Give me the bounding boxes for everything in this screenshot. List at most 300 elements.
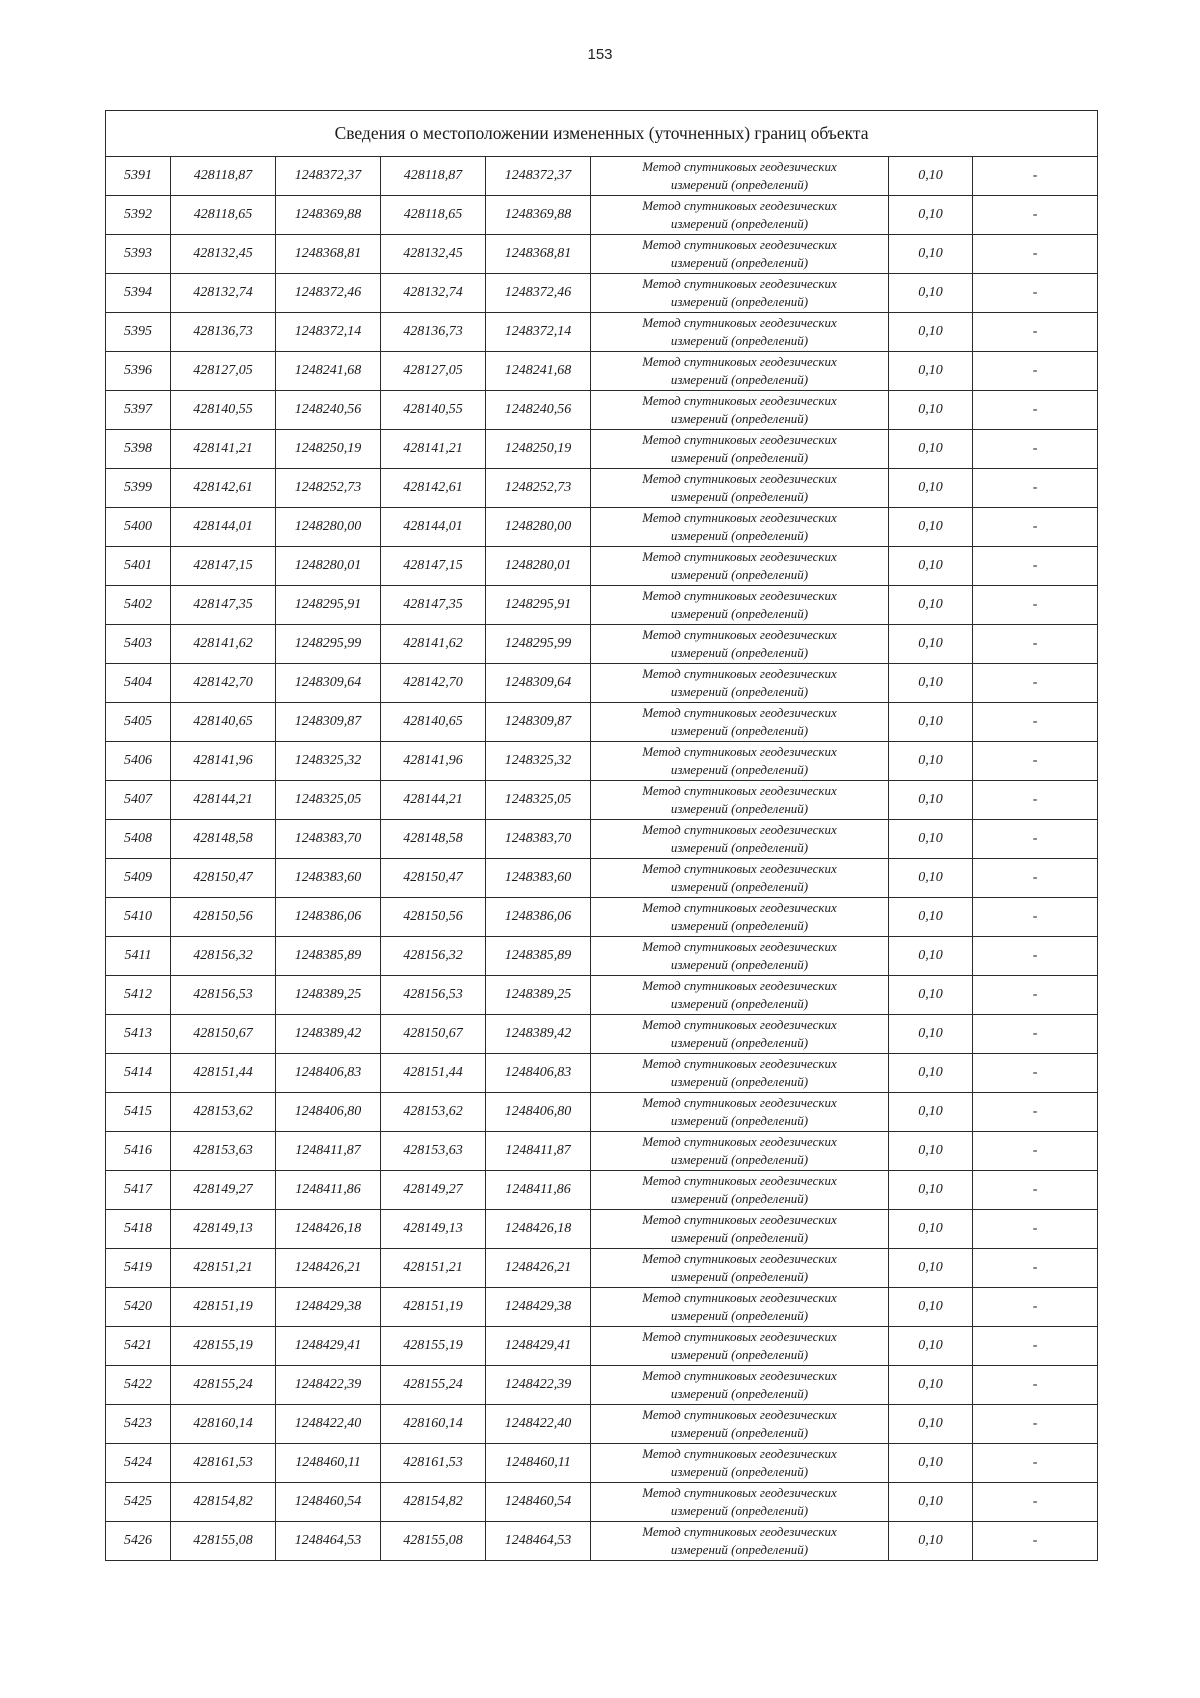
y-new-cell: 1248325,32 <box>486 742 591 781</box>
y-existing-cell: 1248325,05 <box>276 781 381 820</box>
point-number-cell: 5410 <box>106 898 171 937</box>
page-number: 153 <box>587 46 613 63</box>
method-cell <box>591 976 889 1015</box>
method-text: Метод спутниковых геодезических <box>642 588 837 603</box>
method-text: измерений (определений) <box>670 1308 809 1323</box>
method-text: Метод спутниковых геодезических <box>642 471 837 486</box>
y-new-cell: 1248460,54 <box>486 1483 591 1522</box>
accuracy-cell: 0,10 <box>889 469 973 508</box>
x-new-cell: 428141,62 <box>381 625 486 664</box>
point-number-cell: 5412 <box>106 976 171 1015</box>
method-text: Метод спутниковых геодезических <box>642 939 837 954</box>
method-cell <box>591 703 889 742</box>
method-text: измерений (определений) <box>670 1113 809 1128</box>
table-row <box>106 898 1098 937</box>
x-existing-cell: 428132,45 <box>171 235 276 274</box>
x-new-cell: 428161,53 <box>381 1444 486 1483</box>
y-new-cell: 1248426,18 <box>486 1210 591 1249</box>
method-text: измерений (определений) <box>670 177 809 192</box>
method-cell <box>591 391 889 430</box>
y-new-cell: 1248464,53 <box>486 1522 591 1561</box>
point-number-cell: 5418 <box>106 1210 171 1249</box>
point-number-cell: 5404 <box>106 664 171 703</box>
x-existing-cell: 428150,67 <box>171 1015 276 1054</box>
table-row <box>106 1288 1098 1327</box>
table-row <box>106 508 1098 547</box>
method-cell <box>591 1405 889 1444</box>
point-number-cell: 5391 <box>106 157 171 196</box>
x-new-cell: 428153,63 <box>381 1132 486 1171</box>
table-row <box>106 1483 1098 1522</box>
note-cell: - <box>973 157 1098 196</box>
point-number-cell: 5392 <box>106 196 171 235</box>
x-existing-cell: 428142,61 <box>171 469 276 508</box>
method-cell <box>591 742 889 781</box>
method-text: измерений (определений) <box>670 372 809 387</box>
x-existing-cell: 428153,62 <box>171 1093 276 1132</box>
y-new-cell: 1248406,80 <box>486 1093 591 1132</box>
y-existing-cell: 1248368,81 <box>276 235 381 274</box>
method-text: измерений (определений) <box>670 1464 809 1479</box>
method-cell <box>591 937 889 976</box>
note-cell: - <box>973 976 1098 1015</box>
accuracy-cell: 0,10 <box>889 1132 973 1171</box>
method-text: Метод спутниковых геодезических <box>642 1329 837 1344</box>
method-text: Метод спутниковых геодезических <box>642 1251 837 1266</box>
method-text: Метод спутниковых геодезических <box>642 354 837 369</box>
x-new-cell: 428140,55 <box>381 391 486 430</box>
accuracy-cell: 0,10 <box>889 1171 973 1210</box>
y-existing-cell: 1248460,54 <box>276 1483 381 1522</box>
method-text: Метод спутниковых геодезических <box>642 861 837 876</box>
method-text: измерений (определений) <box>670 489 809 504</box>
method-cell <box>591 1054 889 1093</box>
method-cell <box>591 586 889 625</box>
accuracy-cell: 0,10 <box>889 898 973 937</box>
x-existing-cell: 428151,44 <box>171 1054 276 1093</box>
method-text: Метод спутниковых геодезических <box>642 1017 837 1032</box>
y-existing-cell: 1248372,14 <box>276 313 381 352</box>
method-text: измерений (определений) <box>670 840 809 855</box>
x-existing-cell: 428155,24 <box>171 1366 276 1405</box>
coordinates-table <box>105 110 1098 1561</box>
accuracy-cell: 0,10 <box>889 742 973 781</box>
y-existing-cell: 1248411,87 <box>276 1132 381 1171</box>
y-new-cell: 1248389,25 <box>486 976 591 1015</box>
method-text: Метод спутниковых геодезических <box>642 1056 837 1071</box>
note-cell: - <box>973 820 1098 859</box>
y-new-cell: 1248426,21 <box>486 1249 591 1288</box>
x-existing-cell: 428118,87 <box>171 157 276 196</box>
x-existing-cell: 428147,35 <box>171 586 276 625</box>
method-cell <box>591 235 889 274</box>
table-title: Сведения о местоположении измененных (уточненных) границ объекта <box>106 111 1098 157</box>
table-row <box>106 1132 1098 1171</box>
y-new-cell: 1248252,73 <box>486 469 591 508</box>
point-number-cell: 5400 <box>106 508 171 547</box>
y-new-cell: 1248280,01 <box>486 547 591 586</box>
point-number-cell: 5415 <box>106 1093 171 1132</box>
method-cell <box>591 1522 889 1561</box>
x-new-cell: 428147,35 <box>381 586 486 625</box>
method-cell <box>591 898 889 937</box>
x-new-cell: 428136,73 <box>381 313 486 352</box>
method-text: измерений (определений) <box>670 450 809 465</box>
accuracy-cell: 0,10 <box>889 859 973 898</box>
method-text: измерений (определений) <box>670 1074 809 1089</box>
x-new-cell: 428118,65 <box>381 196 486 235</box>
method-text: Метод спутниковых геодезических <box>642 666 837 681</box>
accuracy-cell: 0,10 <box>889 937 973 976</box>
point-number-cell: 5394 <box>106 274 171 313</box>
x-new-cell: 428127,05 <box>381 352 486 391</box>
table-row <box>106 742 1098 781</box>
y-new-cell: 1248386,06 <box>486 898 591 937</box>
accuracy-cell: 0,10 <box>889 586 973 625</box>
x-existing-cell: 428156,32 <box>171 937 276 976</box>
method-cell <box>591 157 889 196</box>
y-existing-cell: 1248250,19 <box>276 430 381 469</box>
method-text: измерений (определений) <box>670 1269 809 1284</box>
note-cell: - <box>973 1366 1098 1405</box>
method-text: измерений (определений) <box>670 1347 809 1362</box>
x-existing-cell: 428151,19 <box>171 1288 276 1327</box>
x-existing-cell: 428151,21 <box>171 1249 276 1288</box>
y-existing-cell: 1248309,87 <box>276 703 381 742</box>
method-cell <box>591 1483 889 1522</box>
method-cell <box>591 1444 889 1483</box>
x-existing-cell: 428153,63 <box>171 1132 276 1171</box>
y-existing-cell: 1248389,25 <box>276 976 381 1015</box>
note-cell: - <box>973 859 1098 898</box>
accuracy-cell: 0,10 <box>889 157 973 196</box>
method-text: измерений (определений) <box>670 801 809 816</box>
note-cell: - <box>973 586 1098 625</box>
y-existing-cell: 1248406,80 <box>276 1093 381 1132</box>
table-row <box>106 1210 1098 1249</box>
note-cell: - <box>973 742 1098 781</box>
y-existing-cell: 1248389,42 <box>276 1015 381 1054</box>
table-row <box>106 1405 1098 1444</box>
x-new-cell: 428148,58 <box>381 820 486 859</box>
y-new-cell: 1248422,40 <box>486 1405 591 1444</box>
point-number-cell: 5401 <box>106 547 171 586</box>
point-number-cell: 5405 <box>106 703 171 742</box>
y-new-cell: 1248250,19 <box>486 430 591 469</box>
method-cell <box>591 313 889 352</box>
point-number-cell: 5426 <box>106 1522 171 1561</box>
point-number-cell: 5409 <box>106 859 171 898</box>
accuracy-cell: 0,10 <box>889 976 973 1015</box>
method-cell <box>591 352 889 391</box>
point-number-cell: 5408 <box>106 820 171 859</box>
method-text: измерений (определений) <box>670 255 809 270</box>
x-existing-cell: 428118,65 <box>171 196 276 235</box>
y-existing-cell: 1248460,11 <box>276 1444 381 1483</box>
accuracy-cell: 0,10 <box>889 196 973 235</box>
table-row <box>106 1015 1098 1054</box>
note-cell: - <box>973 703 1098 742</box>
y-new-cell: 1248241,68 <box>486 352 591 391</box>
method-text: Метод спутниковых геодезических <box>642 978 837 993</box>
table-row <box>106 703 1098 742</box>
table-row <box>106 1054 1098 1093</box>
method-text: Метод спутниковых геодезических <box>642 1290 837 1305</box>
y-existing-cell: 1248406,83 <box>276 1054 381 1093</box>
accuracy-cell: 0,10 <box>889 1054 973 1093</box>
accuracy-cell: 0,10 <box>889 1015 973 1054</box>
method-text: Метод спутниковых геодезических <box>642 198 837 213</box>
method-cell <box>591 1366 889 1405</box>
method-text: Метод спутниковых геодезических <box>642 432 837 447</box>
method-cell <box>591 1249 889 1288</box>
x-existing-cell: 428150,56 <box>171 898 276 937</box>
point-number-cell: 5397 <box>106 391 171 430</box>
note-cell: - <box>973 1483 1098 1522</box>
y-existing-cell: 1248295,91 <box>276 586 381 625</box>
point-number-cell: 5422 <box>106 1366 171 1405</box>
x-existing-cell: 428155,19 <box>171 1327 276 1366</box>
accuracy-cell: 0,10 <box>889 1522 973 1561</box>
method-cell <box>591 508 889 547</box>
method-text: Метод спутниковых геодезических <box>642 627 837 642</box>
method-cell <box>591 1132 889 1171</box>
note-cell: - <box>973 1405 1098 1444</box>
x-new-cell: 428151,44 <box>381 1054 486 1093</box>
y-existing-cell: 1248372,46 <box>276 274 381 313</box>
y-new-cell: 1248295,91 <box>486 586 591 625</box>
accuracy-cell: 0,10 <box>889 1483 973 1522</box>
x-new-cell: 428142,61 <box>381 469 486 508</box>
note-cell: - <box>973 625 1098 664</box>
method-cell <box>591 1015 889 1054</box>
accuracy-cell: 0,10 <box>889 1288 973 1327</box>
method-text: измерений (определений) <box>670 567 809 582</box>
y-existing-cell: 1248325,32 <box>276 742 381 781</box>
note-cell: - <box>973 937 1098 976</box>
x-new-cell: 428150,56 <box>381 898 486 937</box>
note-cell: - <box>973 898 1098 937</box>
x-new-cell: 428155,08 <box>381 1522 486 1561</box>
note-cell: - <box>973 1444 1098 1483</box>
point-number-cell: 5402 <box>106 586 171 625</box>
method-text: измерений (определений) <box>670 918 809 933</box>
method-text: Метод спутниковых геодезических <box>642 1368 837 1383</box>
table-row <box>106 430 1098 469</box>
method-text: Метод спутниковых геодезических <box>642 1524 837 1539</box>
note-cell: - <box>973 469 1098 508</box>
point-number-cell: 5424 <box>106 1444 171 1483</box>
accuracy-cell: 0,10 <box>889 1405 973 1444</box>
x-existing-cell: 428148,58 <box>171 820 276 859</box>
y-new-cell: 1248429,38 <box>486 1288 591 1327</box>
note-cell: - <box>973 1522 1098 1561</box>
accuracy-cell: 0,10 <box>889 1093 973 1132</box>
method-text: измерений (определений) <box>670 1503 809 1518</box>
method-text: измерений (определений) <box>670 528 809 543</box>
table-row <box>106 937 1098 976</box>
method-text: Метод спутниковых геодезических <box>642 393 837 408</box>
y-new-cell: 1248389,42 <box>486 1015 591 1054</box>
x-new-cell: 428151,19 <box>381 1288 486 1327</box>
method-text: измерений (определений) <box>670 1152 809 1167</box>
table-row <box>106 391 1098 430</box>
table-row <box>106 547 1098 586</box>
note-cell: - <box>973 547 1098 586</box>
note-cell: - <box>973 1132 1098 1171</box>
method-text: измерений (определений) <box>670 645 809 660</box>
accuracy-cell: 0,10 <box>889 508 973 547</box>
x-existing-cell: 428132,74 <box>171 274 276 313</box>
method-text: Метод спутниковых геодезических <box>642 1173 837 1188</box>
method-cell <box>591 1171 889 1210</box>
point-number-cell: 5416 <box>106 1132 171 1171</box>
table-row <box>106 196 1098 235</box>
method-text: измерений (определений) <box>670 723 809 738</box>
x-existing-cell: 428160,14 <box>171 1405 276 1444</box>
y-existing-cell: 1248295,99 <box>276 625 381 664</box>
method-text: Метод спутниковых геодезических <box>642 549 837 564</box>
method-text: Метод спутниковых геодезических <box>642 705 837 720</box>
x-existing-cell: 428136,73 <box>171 313 276 352</box>
method-cell <box>591 430 889 469</box>
y-new-cell: 1248368,81 <box>486 235 591 274</box>
note-cell: - <box>973 352 1098 391</box>
accuracy-cell: 0,10 <box>889 1366 973 1405</box>
point-number-cell: 5419 <box>106 1249 171 1288</box>
y-new-cell: 1248372,37 <box>486 157 591 196</box>
note-cell: - <box>973 313 1098 352</box>
x-new-cell: 428156,53 <box>381 976 486 1015</box>
method-cell <box>591 1327 889 1366</box>
y-new-cell: 1248385,89 <box>486 937 591 976</box>
y-new-cell: 1248429,41 <box>486 1327 591 1366</box>
note-cell: - <box>973 664 1098 703</box>
table-row <box>106 1093 1098 1132</box>
method-cell <box>591 196 889 235</box>
y-new-cell: 1248383,70 <box>486 820 591 859</box>
method-text: измерений (определений) <box>670 411 809 426</box>
point-number-cell: 5417 <box>106 1171 171 1210</box>
method-text: измерений (определений) <box>670 1386 809 1401</box>
accuracy-cell: 0,10 <box>889 1444 973 1483</box>
x-existing-cell: 428154,82 <box>171 1483 276 1522</box>
point-number-cell: 5395 <box>106 313 171 352</box>
x-existing-cell: 428144,21 <box>171 781 276 820</box>
note-cell: - <box>973 1054 1098 1093</box>
y-existing-cell: 1248386,06 <box>276 898 381 937</box>
method-text: Метод спутниковых геодезических <box>642 159 837 174</box>
x-existing-cell: 428150,47 <box>171 859 276 898</box>
x-new-cell: 428149,13 <box>381 1210 486 1249</box>
accuracy-cell: 0,10 <box>889 1249 973 1288</box>
y-existing-cell: 1248369,88 <box>276 196 381 235</box>
point-number-cell: 5407 <box>106 781 171 820</box>
x-existing-cell: 428147,15 <box>171 547 276 586</box>
y-existing-cell: 1248429,41 <box>276 1327 381 1366</box>
y-existing-cell: 1248426,21 <box>276 1249 381 1288</box>
y-new-cell: 1248383,60 <box>486 859 591 898</box>
method-cell <box>591 1288 889 1327</box>
note-cell: - <box>973 391 1098 430</box>
method-text: Метод спутниковых геодезических <box>642 1485 837 1500</box>
y-existing-cell: 1248280,00 <box>276 508 381 547</box>
accuracy-cell: 0,10 <box>889 1210 973 1249</box>
y-existing-cell: 1248411,86 <box>276 1171 381 1210</box>
x-existing-cell: 428140,65 <box>171 703 276 742</box>
x-new-cell: 428160,14 <box>381 1405 486 1444</box>
table-row <box>106 157 1098 196</box>
table-row <box>106 469 1098 508</box>
x-new-cell: 428155,19 <box>381 1327 486 1366</box>
method-text: измерений (определений) <box>670 1425 809 1440</box>
x-existing-cell: 428149,13 <box>171 1210 276 1249</box>
note-cell: - <box>973 1171 1098 1210</box>
x-existing-cell: 428161,53 <box>171 1444 276 1483</box>
note-cell: - <box>973 1210 1098 1249</box>
point-number-cell: 5411 <box>106 937 171 976</box>
y-existing-cell: 1248383,60 <box>276 859 381 898</box>
method-text: Метод спутниковых геодезических <box>642 276 837 291</box>
method-text: измерений (определений) <box>670 606 809 621</box>
x-new-cell: 428150,67 <box>381 1015 486 1054</box>
method-cell <box>591 1210 889 1249</box>
accuracy-cell: 0,10 <box>889 391 973 430</box>
method-text: измерений (определений) <box>670 1191 809 1206</box>
y-existing-cell: 1248429,38 <box>276 1288 381 1327</box>
table-body <box>106 157 1098 1561</box>
method-text: измерений (определений) <box>670 684 809 699</box>
accuracy-cell: 0,10 <box>889 625 973 664</box>
point-number-cell: 5396 <box>106 352 171 391</box>
method-text: измерений (определений) <box>670 996 809 1011</box>
method-cell <box>591 1093 889 1132</box>
point-number-cell: 5425 <box>106 1483 171 1522</box>
x-existing-cell: 428156,53 <box>171 976 276 1015</box>
x-new-cell: 428141,96 <box>381 742 486 781</box>
table-row <box>106 625 1098 664</box>
note-cell: - <box>973 1288 1098 1327</box>
method-cell <box>591 547 889 586</box>
note-cell: - <box>973 196 1098 235</box>
method-text: Метод спутниковых геодезических <box>642 1134 837 1149</box>
method-text: Метод спутниковых геодезических <box>642 237 837 252</box>
method-cell <box>591 625 889 664</box>
y-existing-cell: 1248426,18 <box>276 1210 381 1249</box>
x-new-cell: 428149,27 <box>381 1171 486 1210</box>
x-existing-cell: 428140,55 <box>171 391 276 430</box>
x-existing-cell: 428142,70 <box>171 664 276 703</box>
accuracy-cell: 0,10 <box>889 352 973 391</box>
y-existing-cell: 1248383,70 <box>276 820 381 859</box>
accuracy-cell: 0,10 <box>889 235 973 274</box>
note-cell: - <box>973 1093 1098 1132</box>
accuracy-cell: 0,10 <box>889 781 973 820</box>
method-cell <box>591 820 889 859</box>
method-cell <box>591 859 889 898</box>
y-new-cell: 1248295,99 <box>486 625 591 664</box>
point-number-cell: 5406 <box>106 742 171 781</box>
method-cell <box>591 781 889 820</box>
accuracy-cell: 0,10 <box>889 313 973 352</box>
point-number-cell: 5414 <box>106 1054 171 1093</box>
y-new-cell: 1248372,46 <box>486 274 591 313</box>
method-text: Метод спутниковых геодезических <box>642 900 837 915</box>
x-new-cell: 428155,24 <box>381 1366 486 1405</box>
y-new-cell: 1248411,87 <box>486 1132 591 1171</box>
y-existing-cell: 1248372,37 <box>276 157 381 196</box>
method-text: измерений (определений) <box>670 1542 809 1557</box>
